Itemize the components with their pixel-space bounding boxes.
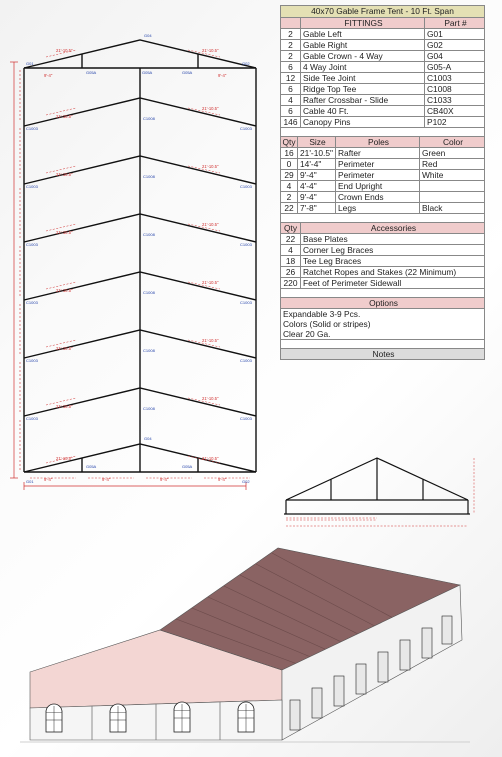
rafter-dim-label: 21'-10.5" [56,346,73,351]
option-item: Expandable 3-9 Pcs. [280,309,485,319]
accessories-header [280,223,485,234]
pole-size: 9'-4" [298,170,336,180]
fitting-row [280,106,485,117]
fitting-qty: 2 [281,29,301,39]
pole-qty: 29 [281,170,298,180]
accessory-row [280,278,485,289]
options-header [280,298,485,309]
pole-qty: 0 [281,159,298,169]
fitting-qty: 12 [281,73,301,83]
part-label-crown: G04 [144,436,152,441]
notes-heading: Notes [372,349,395,359]
pole-qty: 16 [281,148,298,158]
fitting-row [280,62,485,73]
fitting-name: Gable Right [301,40,425,50]
fitting-part-number: CB40X [427,106,454,116]
accessory-qty: 18 [281,256,301,266]
rafter-dim-label: 21'-10.5" [202,164,219,169]
accessories-heading: Accessories [370,223,417,233]
part-label-side-tee: C1003 [240,126,252,131]
part-label-ridge-tee: C1008 [143,116,155,121]
bay-dim-label: 9'-4" [160,477,169,482]
fittings-heading: FITTINGS [301,18,425,28]
pole-qty: 2 [281,192,298,202]
part-label-4way: G05A [142,70,153,75]
bay-dim-label: 9'-4" [218,73,227,78]
pole-name: Rafter [336,148,420,158]
pole-color [420,181,484,191]
accessories-qty-heading: Qty [281,223,301,233]
accessory-row [280,267,485,278]
fitting-row [280,40,485,51]
elevation-dimensions [286,458,474,526]
fitting-row [280,51,485,62]
elevation-frame [284,458,470,514]
spec-spacer [280,340,485,349]
accessory-name: Tee Leg Braces [303,256,362,266]
fittings-header [280,18,485,29]
fitting-row [280,117,485,128]
rafter-dim-label: 21'-10.5" [202,338,219,343]
part-label-side-tee: C1003 [26,242,38,247]
fitting-part-number: G05-A [427,62,452,72]
pole-color: Red [422,159,438,169]
rafter-dim-label: 21'-10.5" [56,404,73,409]
accessory-name: Corner Leg Braces [303,245,374,255]
spec-spacer [280,289,485,298]
accessory-row [280,234,485,245]
pole-name: Crown Ends [336,192,420,202]
part-label-side-tee: C1003 [240,300,252,305]
part-label-side-tee: C1003 [26,300,38,305]
accessory-qty: 26 [281,267,301,277]
rafter-dim-label: 21'-10.5" [56,114,73,119]
fitting-row [280,95,485,106]
fitting-name: Cable 40 Ft. [301,106,425,116]
rafter-dim-label: 21'-10.5" [202,222,219,227]
part-label-4way: G05A [182,464,193,469]
part-label-ridge-tee: C1008 [143,232,155,237]
part-label-4way: G05A [86,70,97,75]
accessory-qty: 22 [281,234,301,244]
part-label-4way: G05A [86,464,97,469]
pole-size: 9'-4" [298,192,336,202]
pole-color: Green [422,148,446,158]
rafter-dim-label: 21'-10.5" [202,396,219,401]
fitting-qty: 6 [281,106,301,116]
part-label-side-tee: C1003 [240,416,252,421]
spec-spacer [280,128,485,137]
bay-dim-label: 9'-4" [102,477,111,482]
fitting-name: Side Tee Joint [301,73,425,83]
pole-size: 7'-8" [298,203,336,213]
pole-size: 21'-10.5" [298,148,336,158]
fitting-qty: 6 [281,84,301,94]
bay-dim-label: 9'-4" [44,73,53,78]
pole-row [280,148,485,159]
fitting-row [280,29,485,40]
part-label-side-tee: C1003 [26,416,38,421]
fitting-qty: 2 [281,40,301,50]
poles-header [280,137,485,148]
accessory-name: Ratchet Ropes and Stakes (22 Minimum) [303,267,457,277]
fitting-name: Gable Left [301,29,425,39]
rafter-dim-label: 21'-10.5" [56,456,73,461]
part-label-side-tee: C1003 [26,126,38,131]
rafter-dim-label: 21'-10.5" [202,280,219,285]
elevation-diagram [282,448,482,530]
pole-row [280,159,485,170]
fitting-part-number: C1033 [427,95,452,105]
fitting-part-number: C1008 [427,84,452,94]
poles-heading: Poles [336,137,420,147]
pole-row [280,170,485,181]
fitting-name: Gable Crown - 4 Way [301,51,425,61]
pole-row [280,192,485,203]
poles-size-heading: Size [298,137,336,147]
bay-dim-label: 9'-4" [44,477,53,482]
part-label-side-tee: C1003 [240,242,252,247]
isometric-tent-illustration [0,540,502,757]
pole-size: 14'-4" [298,159,336,169]
part-label-gable-left: G01 [26,61,34,66]
fitting-name: 4 Way Joint [301,62,425,72]
bay-dim-label: 9'-4" [218,477,227,482]
part-label-ridge-tee: C1008 [143,406,155,411]
part-label-side-tee: C1003 [26,184,38,189]
fitting-row [280,73,485,84]
floor-plan-diagram [6,30,268,490]
notes-header [280,349,485,360]
part-label-side-tee: C1003 [26,358,38,363]
spec-title: 40x70 Gable Frame Tent - 10 Ft. Span [280,5,485,18]
pole-qty: 4 [281,181,298,191]
spec-table [280,5,485,360]
fitting-name: Ridge Top Tee [301,84,425,94]
plan-dimension-lines [10,62,246,490]
pole-color [420,192,484,202]
pole-row [280,181,485,192]
fitting-qty: 2 [281,51,301,61]
pole-color: White [422,170,444,180]
accessory-qty: 220 [281,278,301,288]
poles-qty-heading: Qty [281,137,298,147]
part-label-crown: G04 [144,33,152,38]
pole-qty: 22 [281,203,298,213]
part-label-gable-right: G02 [242,61,250,66]
fitting-qty: 6 [281,62,301,72]
fitting-row [280,84,485,95]
accessory-qty: 4 [281,245,301,255]
pole-row [280,203,485,214]
rafter-dim-label: 21'-10.5" [202,456,219,461]
fitting-part-number: C1003 [427,73,452,83]
fitting-qty: 4 [281,95,301,105]
part-label-ridge-tee: C1008 [143,290,155,295]
poles-color-heading: Color [442,137,463,147]
accessory-name: Feet of Perimeter Sidewall [303,278,402,288]
spec-spacer [280,214,485,223]
part-label-ridge-tee: C1008 [143,174,155,179]
pole-name: Legs [336,203,420,213]
option-item: Colors (Solid or stripes) [280,319,485,329]
option-item: Clear 20 Ga. [280,329,485,339]
accessory-row [280,245,485,256]
part-label-gable-left: G01 [26,479,34,484]
fitting-qty: 146 [281,117,301,127]
pole-color: Black [422,203,443,213]
rafter-dim-label: 21'-10.5" [56,48,73,53]
rafter-dim-label: 21'-10.5" [56,230,73,235]
rafter-dim-label: 21'-10.5" [56,288,73,293]
accessory-row [280,256,485,267]
fitting-part-number: P102 [427,117,447,127]
part-label-side-tee: C1003 [240,358,252,363]
pole-name: Perimeter [336,170,420,180]
part-label-gable-right: G02 [242,479,250,484]
part-heading: Part # [444,18,467,28]
fitting-part-number: G02 [427,40,443,50]
fitting-name: Canopy Pins [301,117,425,127]
part-label-4way: G05A [182,70,193,75]
options-heading: Options [369,298,398,308]
accessory-name: Base Plates [303,234,348,244]
rafter-dim-label: 21'-10.5" [56,172,73,177]
pole-name: End Upright [336,181,420,191]
fitting-part-number: G04 [427,51,443,61]
rafter-dim-label: 21'-10.5" [202,106,219,111]
rafter-dim-label: 21'-10.5" [202,48,219,53]
fitting-part-number: G01 [427,29,443,39]
fitting-name: Rafter Crossbar - Slide [301,95,425,105]
pole-name: Perimeter [336,159,420,169]
pole-size: 4'-4" [298,181,336,191]
part-label-side-tee: C1003 [240,184,252,189]
part-label-ridge-tee: C1008 [143,348,155,353]
